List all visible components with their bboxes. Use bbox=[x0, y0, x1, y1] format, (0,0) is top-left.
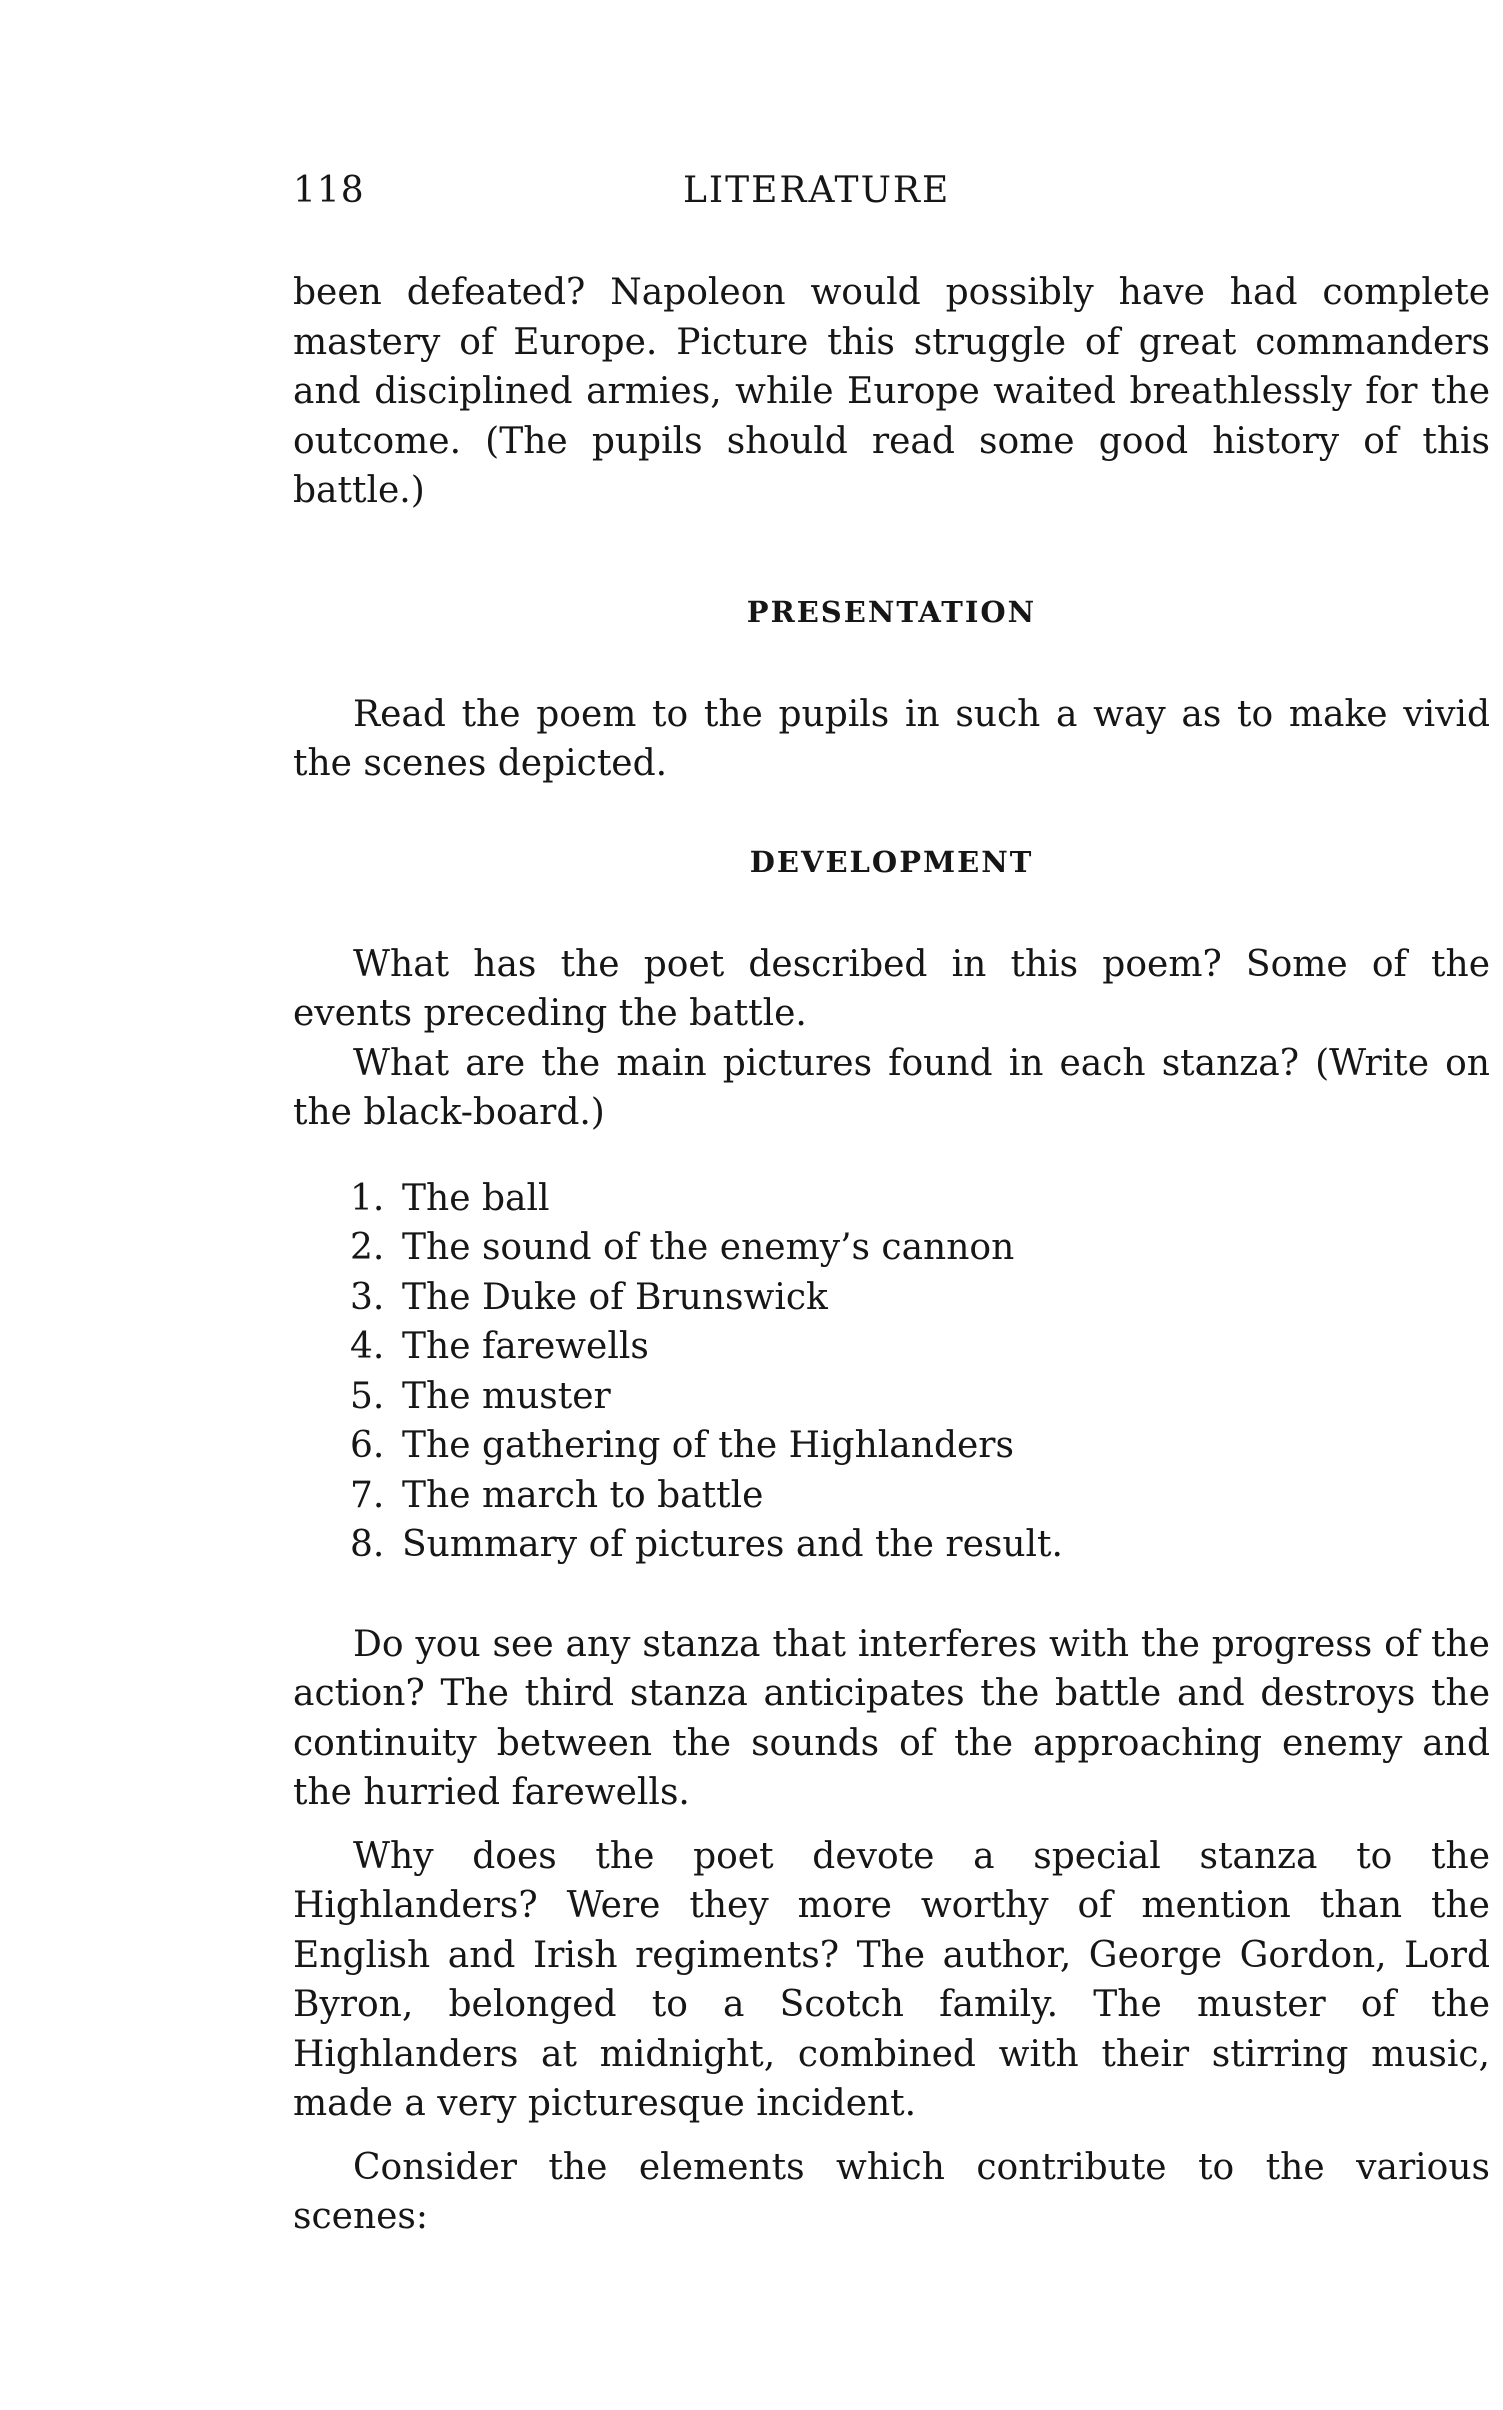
list-item bbox=[350, 1223, 1490, 1273]
page-number: 118 bbox=[293, 170, 365, 211]
list-item-text: The muster bbox=[402, 1375, 611, 1417]
list-item bbox=[350, 1273, 1490, 1323]
list-item-text: The gathering of the Highlanders bbox=[402, 1425, 1014, 1466]
development-paragraph-2: What are the main pictures found in each stanza? (Write on the black-board.) bbox=[293, 1042, 1490, 1133]
pictures-list bbox=[293, 1174, 1490, 1570]
presentation-section bbox=[293, 588, 1490, 803]
list-item-text: Summary of pictures and the result. bbox=[402, 1524, 1063, 1565]
development-section bbox=[293, 838, 1490, 2256]
list-item-number: 1. bbox=[350, 1177, 385, 1219]
list-item bbox=[350, 1174, 1490, 1224]
development-paragraph-4: Why does the poet devote a special stanza to the Highlanders? Were they more worthy of mention than the English and Irish regiments? The author, George Gordon, Lord Byron, belonged to a Scotch family. The muster of the Highlanders at midnight, combined with their stirring music, made a very picturesque incident. bbox=[293, 1835, 1490, 2124]
list-item-number: 6. bbox=[350, 1425, 385, 1466]
list-item bbox=[350, 1421, 1490, 1471]
intro-paragraph: been defeated? Napoleon would possibly have had complete mastery of Europe. Picture this struggle of great commanders and disciplined armies, while Europe waited breathlessly for the outcome. (The pupils should read some good history of this battle.) bbox=[293, 272, 1490, 511]
list-item-number: 4. bbox=[350, 1326, 385, 1367]
list-item bbox=[350, 1372, 1490, 1422]
page-header bbox=[293, 170, 1490, 220]
list-item-number: 7. bbox=[350, 1474, 385, 1516]
list-item-text: The ball bbox=[402, 1177, 550, 1219]
list-item-text: The sound of the enemy’s cannon bbox=[402, 1227, 1015, 1268]
list-item-text: The march to battle bbox=[402, 1474, 764, 1516]
list-item-number: 5. bbox=[350, 1375, 385, 1417]
list-item bbox=[350, 1520, 1490, 1570]
list-item bbox=[350, 1322, 1490, 1372]
list-item-text: The Duke of Brunswick bbox=[402, 1276, 828, 1318]
intro-section bbox=[293, 268, 1490, 530]
running-title: LITERATURE bbox=[683, 170, 951, 211]
list-item-number: 2. bbox=[350, 1227, 385, 1268]
development-paragraph-5: Consider the elements which contribute to the various scenes: bbox=[293, 2146, 1490, 2237]
development-paragraph-3: Do you see any stanza that interferes with the progress of the action? The third stanza anticipates the battle and destroys the continuity between the sounds of the approaching enemy and the hurried farewells. bbox=[293, 1623, 1490, 1813]
development-paragraph-1: What has the poet described in this poem? Some of the events preceding the battle. bbox=[293, 943, 1490, 1034]
list-item-text: The farewells bbox=[402, 1326, 649, 1367]
list-item bbox=[350, 1471, 1490, 1521]
presentation-paragraph: Read the poem to the pupils in such a way as to make vivid the scenes depicted. bbox=[293, 693, 1490, 784]
list-item-number: 8. bbox=[350, 1524, 385, 1565]
presentation-heading: PRESENTATION bbox=[746, 595, 1037, 629]
list-item-number: 3. bbox=[350, 1276, 385, 1318]
development-heading: DEVELOPMENT bbox=[749, 845, 1034, 879]
